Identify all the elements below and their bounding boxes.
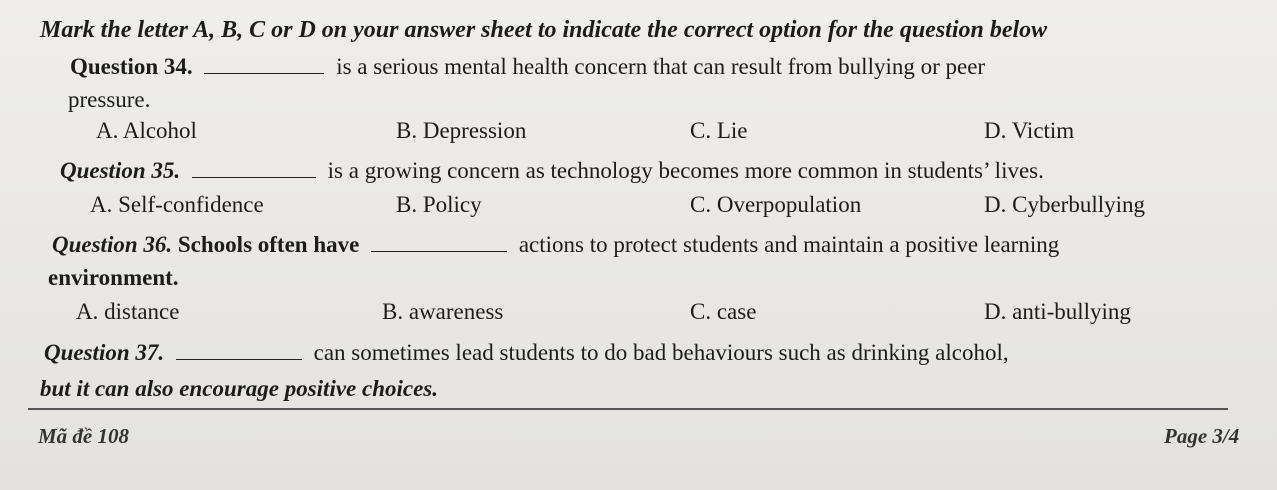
question-35-text: is a growing concern as technology becomes more common in students’ lives. <box>327 158 1044 183</box>
question-37-label: Question 37. <box>44 340 165 365</box>
question-35-label: Question 35. <box>60 158 181 183</box>
question-37-continuation: but it can also encourage positive choices. <box>40 376 439 401</box>
question-34-blank <box>204 53 324 74</box>
question-36-text: actions to protect students and maintain a positive learning <box>518 232 1060 257</box>
exam-code: Mã đề 108 <box>38 424 129 448</box>
question-37 <box>44 339 1009 367</box>
question-35-blank <box>192 157 316 178</box>
question-36 <box>52 231 1059 259</box>
question-34-label: Question 34. <box>70 54 193 79</box>
footer-divider <box>28 408 1228 410</box>
instruction-text: Mark the letter A, B, C or D on your answer sheet to indicate the correct option for the question below <box>40 17 1048 43</box>
question-34-text: is a serious mental health concern that can result from bullying or peer <box>336 54 986 79</box>
question-36-option-b: B. awareness <box>382 299 504 324</box>
question-36-continuation: environment. <box>48 265 179 290</box>
question-35 <box>60 157 1044 185</box>
question-34-option-c: C. Lie <box>690 118 748 143</box>
question-34-option-d: D. Victim <box>984 118 1075 143</box>
question-35-option-c: C. Overpopulation <box>690 192 862 217</box>
question-34-option-a: A. Alcohol <box>96 118 197 143</box>
question-36-option-c: C. case <box>690 299 757 324</box>
question-36-option-d: D. anti-bullying <box>984 299 1131 324</box>
question-36-text-before: Schools often have <box>177 232 360 257</box>
question-36-label: Question 36. <box>52 232 173 257</box>
question-37-blank <box>176 339 302 360</box>
question-36-blank <box>371 231 507 252</box>
question-34-option-b: B. Depression <box>396 118 527 143</box>
question-35-option-a: A. Self-confidence <box>90 192 264 217</box>
question-36-option-a: A. distance <box>76 299 180 324</box>
page-number: Page 3/4 <box>1164 424 1240 448</box>
question-35-option-b: B. Policy <box>396 192 482 217</box>
question-37-text: can sometimes lead students to do bad behaviours such as drinking alcohol, <box>313 340 1009 365</box>
question-34-continuation: pressure. <box>68 87 151 112</box>
question-34 <box>70 53 985 81</box>
question-35-option-d: D. Cyberbullying <box>984 192 1145 217</box>
